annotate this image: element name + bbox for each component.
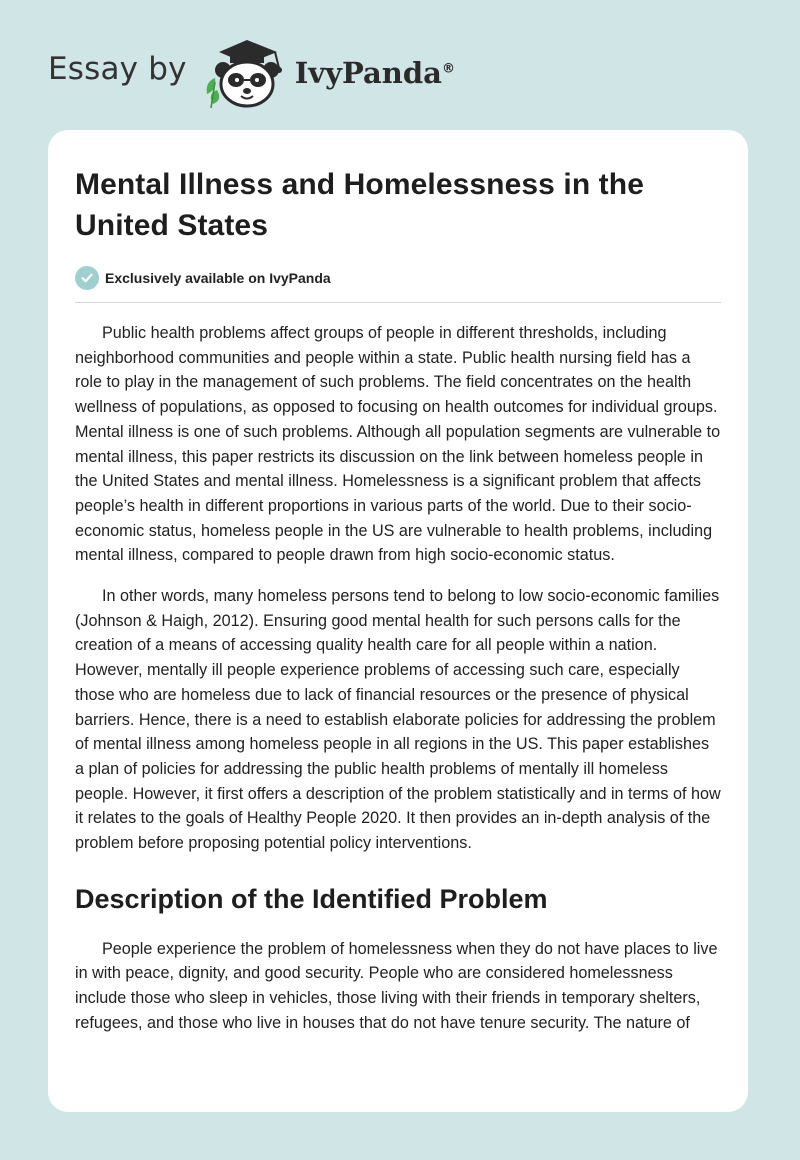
body-paragraph: Public health problems affect groups of people in different thresholds, including neighborhood communities and people within a state. Public health nursing field has a role to play in the management of such problems. The field concentrates on the health wellness of populations, as opposed to focusing on health outcomes for individual groups. Mental illness is one of such problems. Although all population segments are vulnerable to mental illness, this paper restricts its discussion on the link between homeless people in the United States and mental illness. Homelessness is a significant problem that affects people’s health in different proportions in various parts of the world. Due to their socio-economic status, homeless people in the US are vulnerable to health problems, including mental illness, compared to people drawn from high socio-economic status. (75, 324, 721, 565)
essay-title: Mental Illness and Homelessness in the United States (75, 168, 644, 242)
check-circle-icon (75, 266, 99, 290)
brand-name[interactable]: IvyPanda® (294, 56, 455, 90)
section-heading: Description of the Identified Problem (75, 883, 548, 914)
brand-prefix: Essay by (48, 51, 187, 87)
site-header (48, 34, 455, 110)
exclusive-badge (75, 266, 721, 303)
body-paragraph: In other words, many homeless persons tend to belong to low socio-economic families (Johnson & Haigh, 2012). Ensuring good mental health for such persons calls for the creation of a means of accessing quality health care for all people within a nation. However, mentally ill people experience problems of accessing such care, especially those who are homeless due to lack of financial resources or the presence of physical barriers. Hence, there is a need to establish elaborate policies for addressing the problem of mental illness among homeless people in all regions in the US. This paper establishes a plan of policies for addressing the public health problems of mentally ill homeless people. However, it first offers a description of the problem statistically and in terms of how it relates to the goals of Healthy People 2020. It then provides an in-depth analysis of the problem before proposing potential policy interventions. (75, 587, 721, 853)
panda-graduate-logo-icon[interactable] (201, 34, 293, 110)
essay-card (48, 130, 748, 1112)
body-paragraph: People experience the problem of homelessness when they do not have places to live in with peace, dignity, and good security. People who are considered homelessness include those who sleep in vehicles, those living with their friends in temporary shelters, refugees, and those who live in houses that do not have tenure security. The nature of (75, 939, 718, 1032)
exclusive-label: Exclusively available on IvyPanda (105, 270, 331, 286)
